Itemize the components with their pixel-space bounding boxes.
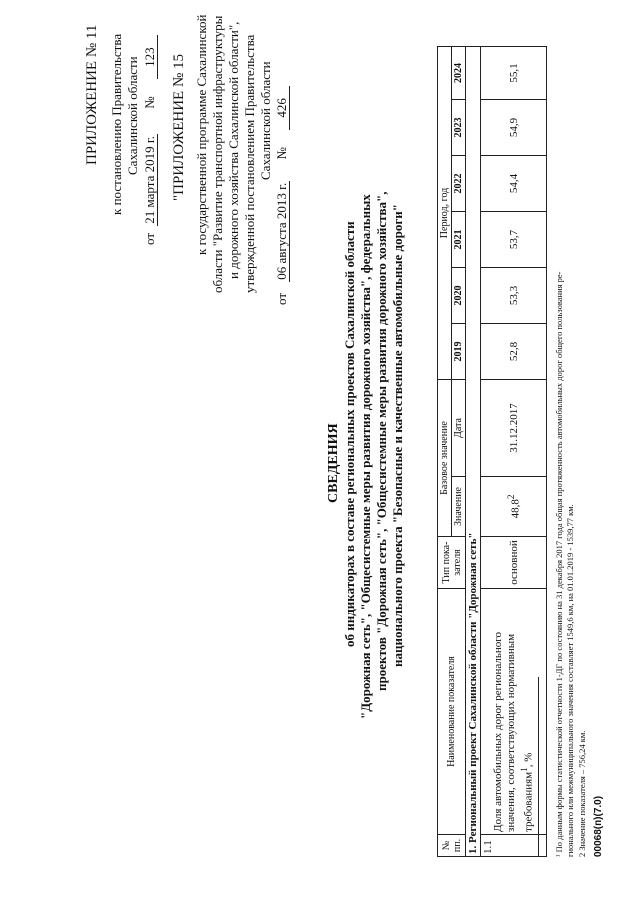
number-value: 123 <box>142 35 158 79</box>
table-header-row-1 <box>438 46 452 856</box>
document-heading: СВЕДЕНИЯ <box>326 423 341 503</box>
col-header-period: Период, год <box>438 46 452 379</box>
col-header-year: 2023 <box>452 100 466 156</box>
date-value: 21 марта 2019 г. <box>142 136 157 224</box>
table-row <box>481 46 547 856</box>
section-row <box>466 46 481 856</box>
footnote-1-line2: гионального или межмуниципального значения составляет 1549,6 км, на 01.01.2019 - 1539,77 км. <box>565 504 575 857</box>
footnote-ref-1: 1 <box>518 767 529 772</box>
base-value-text: 48,8 <box>509 499 522 519</box>
col-header-base-value: Значение <box>452 477 466 537</box>
col-header-year: 2021 <box>452 212 466 268</box>
appendix-15-line2: области "Развитие транспортной инфраструктуры <box>210 15 225 293</box>
appendix-11-title: ПРИЛОЖЕНИЕ № 11 <box>84 24 100 165</box>
row-base-value <box>481 477 547 537</box>
footnote-2: 2 Значение показателя – 756,24 км. <box>577 730 587 857</box>
row-name-text: Доля автомобильных дорог регионального значения, соответствующих нормативным требованиям <box>491 631 535 832</box>
appendix-11-line2: Сахалинской области <box>125 56 140 175</box>
col-header-num: № пп. <box>438 835 466 857</box>
appendix-15-date-line <box>274 86 290 305</box>
col-header-base: Базовое значение <box>438 380 452 537</box>
row-value-2020: 53,3 <box>481 268 547 324</box>
col-header-type: Тип пока-зателя <box>438 537 466 589</box>
date-prefix: от <box>274 292 289 305</box>
indicators-table <box>437 46 547 857</box>
appendix-11-date-line <box>142 35 158 245</box>
title-line3: проектов "Дорожная сеть", "Общесистемные меры развития дорожного хозяйства", <box>374 191 389 691</box>
appendix-11-line1: к постановлению Правительства <box>109 33 124 215</box>
document-code: 00068(п)(7.0) <box>593 795 604 857</box>
row-name <box>481 589 547 835</box>
number-value: 426 <box>274 86 290 130</box>
footnote-ref-2: 2 <box>505 494 516 500</box>
row-value-2021: 53,7 <box>481 212 547 268</box>
footnote-divider <box>538 677 539 857</box>
col-header-base-date: Дата <box>452 380 466 477</box>
footnote-1-line1: ¹ По данным формы статистической отчетности 1-ДГ по состоянию на 31 декабря 2017 года общая протяженность автомобильных дорог общего пользования ре- <box>554 271 564 857</box>
row-value-2022: 54,4 <box>481 156 547 212</box>
date-prefix: от <box>142 232 157 245</box>
date-value: 06 августа 2013 г. <box>274 182 289 280</box>
col-header-year: 2024 <box>452 46 466 99</box>
number-prefix: № <box>142 96 157 109</box>
row-base-date: 31.12.2017 <box>481 380 547 477</box>
section-title: 1. Региональный проект Сахалинской области "Дорожная сеть" <box>466 46 481 856</box>
appendix-15-line1: к государственной программе Сахалинской <box>194 14 209 255</box>
col-header-year: 2022 <box>452 156 466 212</box>
title-line1: об индикаторах в составе региональных проектов Сахалинской области <box>342 221 357 647</box>
row-value-2023: 54,9 <box>481 100 547 156</box>
row-value-2024: 55,1 <box>481 46 547 99</box>
number-prefix: № <box>274 147 289 160</box>
row-num: 1.1 <box>481 835 547 857</box>
row-type: основной <box>481 537 547 589</box>
col-header-year: 2019 <box>452 324 466 380</box>
appendix-15-title: "ПРИЛОЖЕНИЕ № 15 <box>171 53 187 201</box>
title-line2: "Дорожная сеть", "Общесистемные меры развития дорожного хозяйства", федеральных <box>358 194 373 719</box>
col-header-year: 2020 <box>452 268 466 324</box>
row-name-unit: , % <box>522 752 535 768</box>
appendix-15-line5: Сахалинской области <box>258 61 273 180</box>
title-line4: национального проекта "Безопасные и качественные автомобильные дороги" <box>390 204 405 667</box>
appendix-15-line3: и дорожного хозяйства Сахалинской области", <box>226 21 241 279</box>
row-value-2019: 52,8 <box>481 324 547 380</box>
appendix-15-line4: утвержденной постановлением Правительства <box>242 34 257 293</box>
col-header-name: Наименование показателя <box>438 589 466 835</box>
